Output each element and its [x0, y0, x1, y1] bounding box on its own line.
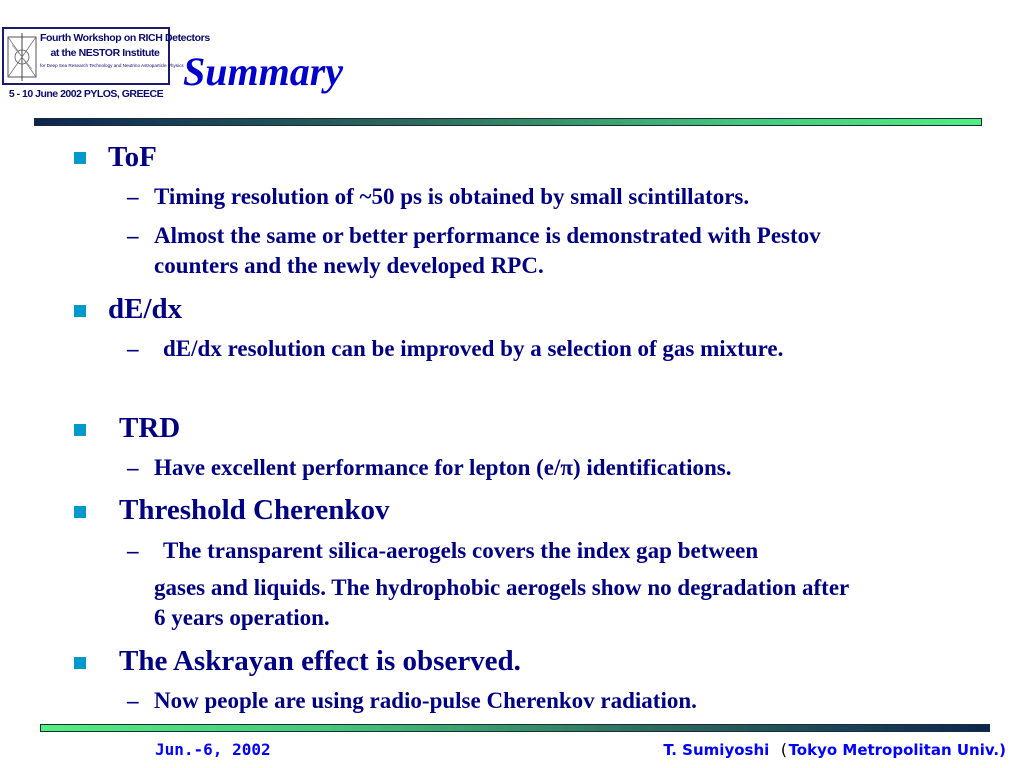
trd-item-1: Have excellent performance for lepton (e/π) identifications.	[154, 455, 732, 480]
footer-date: Jun.-6, 2002	[155, 740, 271, 759]
logo-date-location: 5 - 10 June 2002 PYLOS, GREECE	[6, 88, 166, 100]
dash-icon: –	[127, 336, 139, 361]
footer-paren: (	[778, 740, 789, 759]
dash-icon: –	[127, 455, 139, 480]
bullet-square-icon	[74, 424, 86, 436]
logo-line-3: for Deep Sea Research Technology and Neutrino Astroparticle Physics	[40, 63, 184, 68]
section-heading-tof: ToF	[108, 141, 157, 173]
tof-item-2: Almost the same or better performance is demonstrated with Pestov	[154, 223, 821, 248]
section-heading-askrayan: The Askrayan effect is observed.	[119, 645, 521, 677]
footer-divider-bar	[40, 724, 990, 732]
askrayan-item-1: Now people are using radio-pulse Cherenkov radiation.	[154, 688, 697, 713]
bullet-square-icon	[74, 506, 86, 518]
cherenkov-item-1-cont2: 6 years operation.	[154, 605, 330, 630]
tof-item-1: Timing resolution of ~50 ps is obtained by small scintillators.	[154, 184, 750, 209]
bullet-square-icon	[74, 305, 86, 317]
logo-line-2: at the NESTOR Institute	[50, 47, 160, 59]
bullet-square-icon	[74, 152, 86, 164]
cherenkov-item-1-cont: gases and liquids. The hydrophobic aerogels show no degradation after	[154, 575, 850, 600]
section-heading-trd: TRD	[119, 412, 181, 444]
footer-credit	[663, 740, 1006, 759]
dedx-item-1: dE/dx resolution can be improved by a selection of gas mixture.	[163, 336, 784, 361]
section-heading-dedx: dE/dx	[108, 293, 183, 325]
dash-icon: –	[127, 223, 139, 248]
dash-icon: –	[127, 688, 139, 713]
dash-icon: –	[127, 538, 139, 563]
cherenkov-item-1: The transparent silica-aerogels covers the index gap between	[163, 538, 759, 563]
footer-author: T. Sumiyoshi	[663, 741, 770, 759]
dash-icon: –	[127, 184, 139, 209]
tof-item-2-cont: counters and the newly developed RPC.	[154, 253, 544, 278]
footer-affiliation: Tokyo Metropolitan Univ.)	[788, 741, 1006, 759]
slide-title: Summary	[183, 49, 344, 94]
section-heading-threshold-cherenkov: Threshold Cherenkov	[119, 494, 390, 526]
logo-line-1: Fourth Workshop on RICH Detectors	[40, 32, 210, 44]
bullet-square-icon	[74, 657, 86, 669]
